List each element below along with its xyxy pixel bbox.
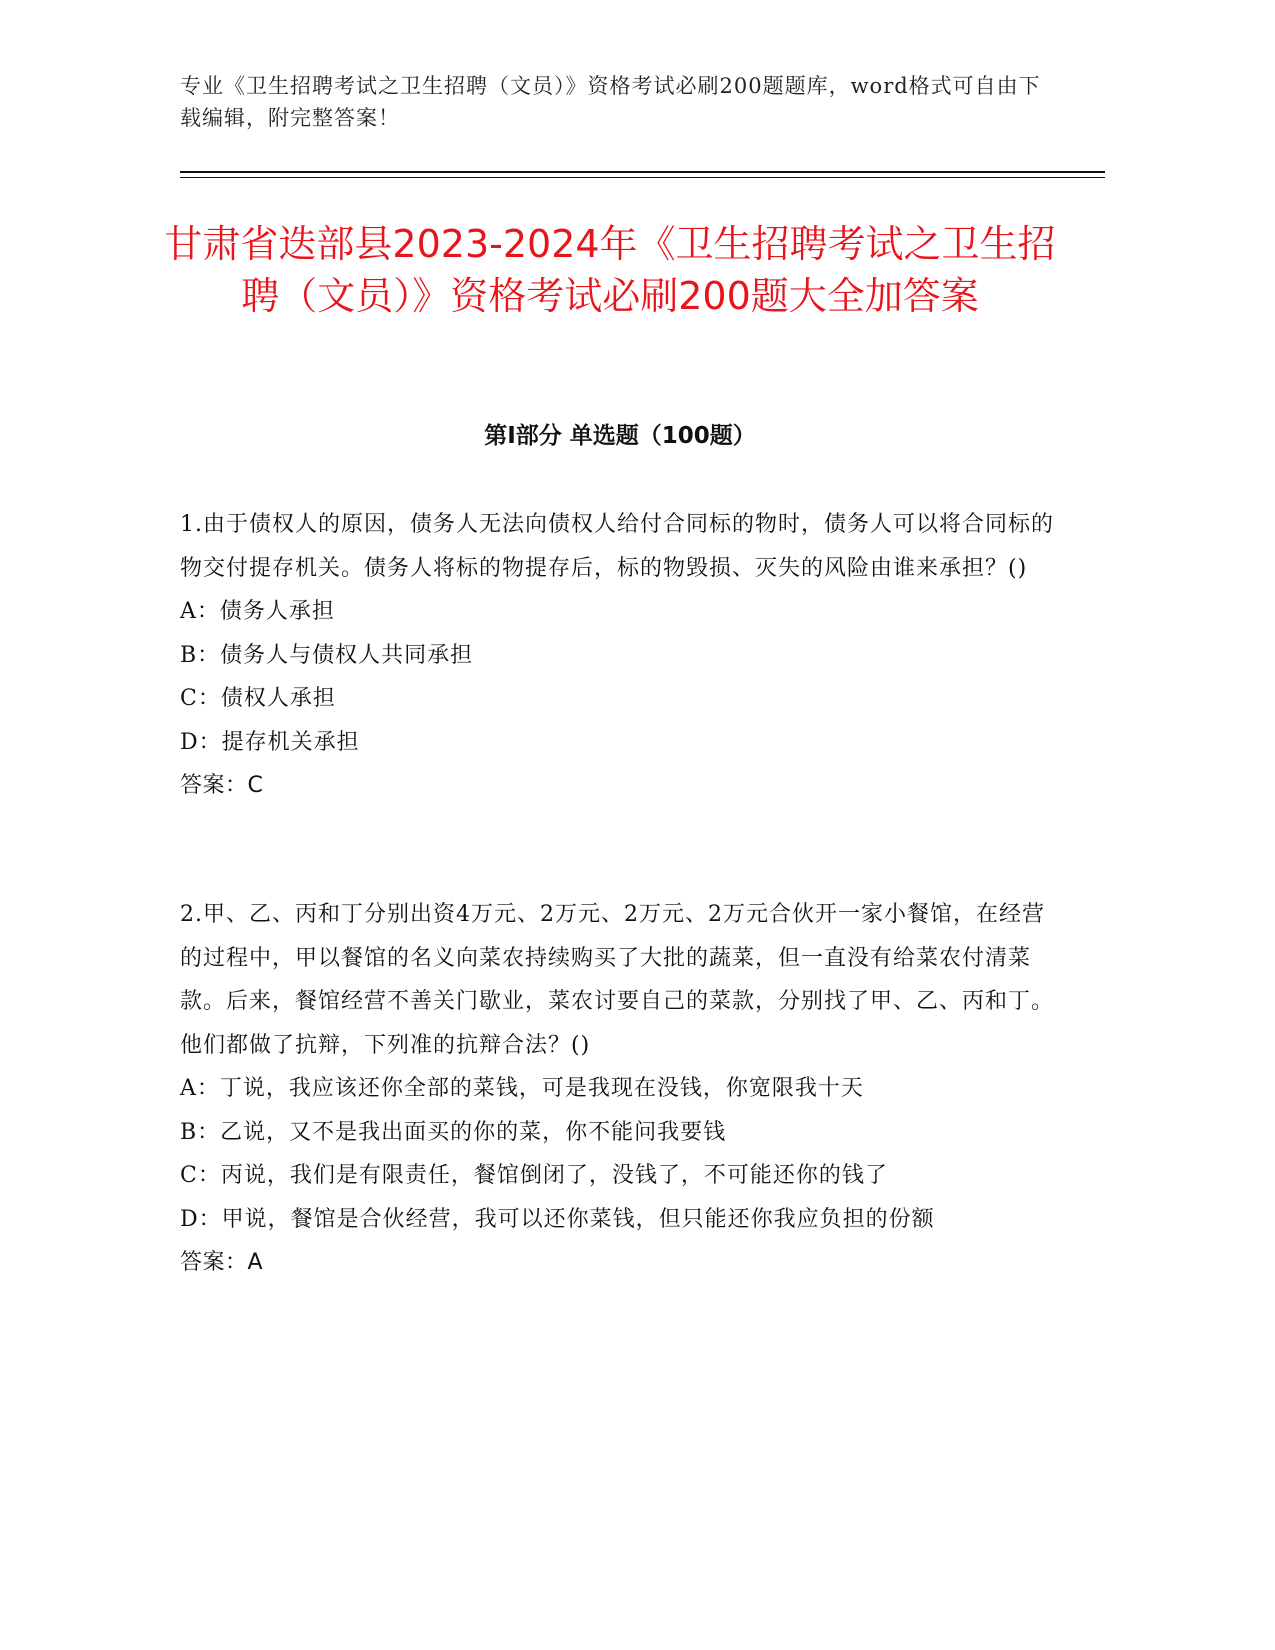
option-d: D：提存机关承担: [180, 729, 360, 755]
section-heading: 第Ⅰ部分 单选题（100题）: [484, 423, 756, 449]
answer: 答案：A: [180, 1250, 264, 1275]
header-note: 专业《卫生招聘考试之卫生招聘（文员）》资格考试必刷200题题库，word格式可自由下载编辑，附完整答案！: [180, 74, 1041, 130]
document-title: 甘肃省迭部县2023-2024年《卫生招聘考试之卫生招聘（文员）》资格考试必刷200题大全加答案: [164, 222, 1056, 318]
option-c: C：丙说，我们是有限责任，餐馆倒闭了，没钱了，不可能还你的钱了: [180, 1163, 888, 1188]
question-2: [180, 893, 1060, 1285]
option-b: B：债务人与债权人共同承担: [180, 642, 474, 668]
option-a: A：债务人承担: [180, 599, 335, 624]
answer: 答案：C: [180, 773, 264, 798]
header-divider: [180, 171, 1105, 173]
option-a: A：丁说，我应该还你全部的菜钱，可是我现在没钱，你宽限我十天: [180, 1076, 864, 1101]
question-1: [180, 503, 1060, 808]
option-c: C：债权人承担: [180, 686, 336, 711]
header-divider-thin: [180, 177, 1105, 178]
question-stem: 1.由于债权人的原因，债务人无法向债权人给付合同标的物时，债务人可以将合同标的物交付提存机关。债务人将标的物提存后，标的物毁损、灭失的风险由谁来承担？(): [180, 512, 1054, 581]
question-stem: 2.甲、乙、丙和丁分别出资4万元、2万元、2万元、2万元合伙开一家小餐馆，在经营的过程中，甲以餐馆的名义向菜农持续购买了大批的蔬菜，但一直没有给菜农付清菜款。后来，餐馆经营不善关门歇业，菜农讨要自己的菜款，分别找了甲、乙、丙和丁。他们都做了抗辩，下列准的抗辩合法？(): [180, 902, 1055, 1058]
option-d: D：甲说，餐馆是合伙经营，我可以还你菜钱，但只能还你我应负担的份额: [180, 1206, 935, 1232]
option-b: B：乙说，又不是我出面买的你的菜，你不能问我要钱: [180, 1119, 727, 1145]
